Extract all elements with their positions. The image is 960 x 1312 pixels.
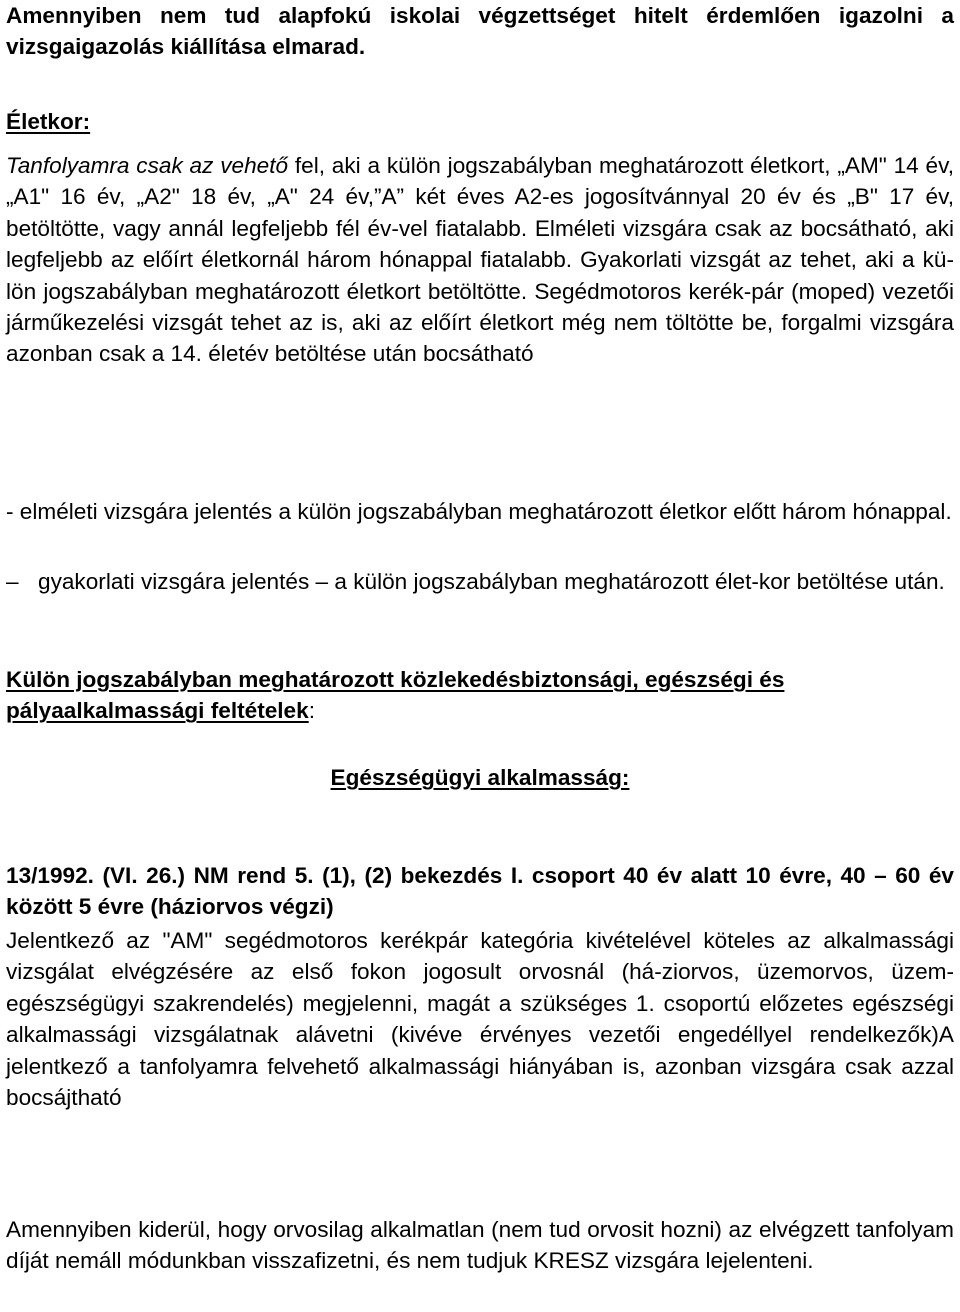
health-paragraph: Jelentkező az "AM" segédmotoros kerékpár kategória kivételével köteles az alkalmassági vizsgálat elvégzésére az első fokon jogosult orvosnál (há-ziorvos, üzemorvos, üzem-egészségügyi szakrendelés) megjelenni, magát a szükséges 1. csoportú előzetes egészségi alkalmassági vizsgálatnak alávetni (kivéve érvényes vezetői engedéllyel rendelkezők)A jelentkező a tanfolyamra felvehető alkalmassági hiányában is, azonban vizsgára csak azzal bocsájtható (6, 928, 954, 1111)
age-heading: Életkor: (6, 109, 91, 134)
conditions-heading-suffix: : (308, 698, 315, 724)
conditions-heading (6, 664, 954, 727)
health-heading: Egészségügyi alkalmasság: (330, 765, 630, 790)
conditions-heading-text: Külön jogszabályban meghatározott közlekedésbiztonsági, egészségi és pályaalkalmassági feltételek (6, 667, 785, 724)
practice-note (6, 566, 960, 597)
age-italic-lead: Tanfolyamra csak az vehető (6, 153, 289, 178)
closing-paragraph: Amennyiben kiderül, hogy orvosilag alkalmatlan (nem tud orvosit hozni) az elvégzett tanfolyam díját nemáll módunkban visszafizetni, és nem tudjuk KRESZ vizsgára lejelenteni. (6, 1217, 954, 1274)
theory-note: - elméleti vizsgára jelentés a külön jogszabályban meghatározott életkor előtt három hónappal. (6, 499, 952, 524)
dash-marker: – (6, 569, 19, 594)
practice-note-text: gyakorlati vizsgára jelentés – a külön jogszabályban meghatározott élet-kor betöltése után. (38, 569, 945, 594)
age-body: fel, aki a külön jogszabályban meghatározott életkort, „AM" 14 év, „A1" 16 év, „A2" 18 év, „A" 24 év,”A” két éves A2-es jogosítvánnyal 20 év és „B" 17 év, betöltötte, vagy annál legfeljebb fél év-vel fiatalabb. Elméleti vizsgára csak az bocsátható, aki legfeljebb az előírt életkornál három hónappal fiatalabb. Gyakorlati vizsgát az tehet, aki a kü-lön jogszabályban meghatározott életkort betöltötte. Segédmotoros kerék-pár (moped) vezetői járműkezelési vizsgát tehet az is, aki az előírt életkort még nem töltötte be, forgalmi vizsgára azonban csak a 14. életév betöltése után bocsátható (6, 153, 954, 367)
intro-paragraph: Amennyiben nem tud alapfokú iskolai végzettséget hitelt érdemlően igazolni a vizsgaigazolás kiállítása elmarad. (6, 3, 954, 60)
document-page (6, 0, 954, 1274)
regulation-line: 13/1992. (VI. 26.) NM rend 5. (1), (2) bekezdés I. csoport 40 év alatt 10 évre, 40 – 60 év között 5 évre (háziorvos végzi) (6, 863, 954, 920)
age-paragraph (6, 150, 954, 370)
